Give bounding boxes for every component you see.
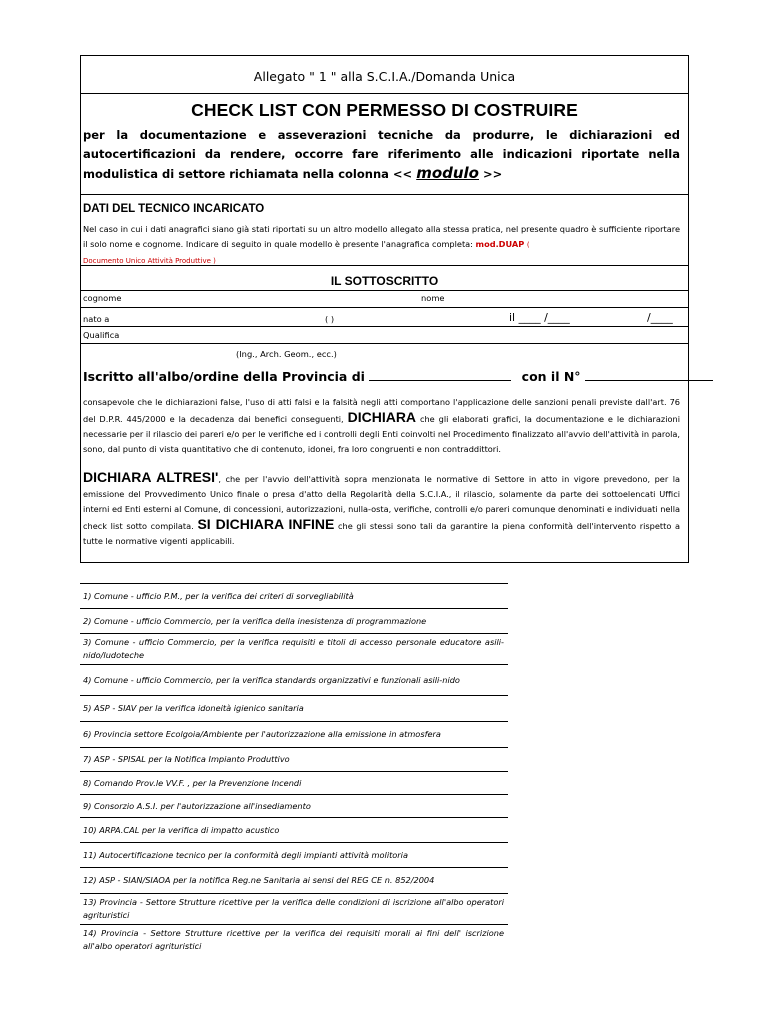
list-item[interactable]: 8) Comando Prov.le VV.F. , per la Prevenzione Incendi: [80, 771, 508, 794]
declaration-frame: [80, 55, 689, 563]
nato-a-field[interactable]: [81, 326, 688, 327]
list-item[interactable]: 6) Provincia settore Ecolgoia/Ambiente per l'autorizzazione alla emissione in atmosfera: [80, 721, 508, 747]
list-item[interactable]: 2) Comune - ufficio Commercio, per la verifica della inesistenza di programmazione: [80, 608, 508, 633]
divider: [81, 194, 688, 195]
list-item[interactable]: 5) ASP - SIAV per la verifica idoneità igienico sanitaria: [80, 695, 508, 721]
tecnico-heading: DATI DEL TECNICO INCARICATO: [83, 203, 265, 215]
nato-a-label: nato a: [83, 314, 110, 324]
tecnico-note: Nel caso in cui i dati anagrafici siano già stati riportati su un altro modello allegato alla stessa pratica, nel presente quadro è sufficiente riportare il solo nome e cognome. Indicare di seguito in quale modello è presente l'anagrafica completa: mod.DUAP ( Documento Unico Attività Produttive ): [83, 224, 680, 265]
divider: [81, 290, 688, 291]
cognome-field[interactable]: [81, 307, 688, 308]
list-item[interactable]: 4) Comune - ufficio Commercio, per la verifica standards organizzativi e funzionali asili-nido: [80, 664, 508, 695]
dichiara-keyword: DICHIARA: [347, 409, 417, 425]
list-item[interactable]: 9) Consorzio A.S.I. per l'autorizzazione all'insediamento: [80, 794, 508, 817]
provincia-albo-field[interactable]: [369, 370, 511, 381]
qualifica-hint: (Ing., Arch. Geom., ecc.): [236, 349, 337, 359]
birth-date-field[interactable]: il ____ /____: [509, 311, 570, 324]
page-title: CHECK LIST CON PERMESSO DI COSTRUIRE: [191, 100, 578, 120]
infine-keyword: SI DICHIARA INFINE: [197, 516, 335, 532]
annex-label: Allegato " 1 " alla S.C.I.A./Domanda Unica: [253, 69, 516, 84]
dichiara-paragraph: consapevole che le dichiarazioni false, l'uso di atti falsi e la falsità negli atti comportano l'applicazione delle sanzioni penali previste dall'art. 76 del D.P.R. 445/2000 e la decadenza dai benefici conseguenti, DICHIARA che gli elaborati grafici, la documentazione e le dichiarazioni necessarie per il rilascio dei pareri e/o per le verifiche ed i controlli degli Enti coinvolti nel Procedimento finalizzato all'avvio dell'attività in parola, sono, dal punto di vista quantitativo che di contenuto, idonei, fra loro congruenti e non contraddittori.: [83, 397, 680, 454]
list-item[interactable]: 10) ARPA.CAL per la verifica di impatto acustico: [80, 817, 508, 842]
checklist: [80, 583, 508, 955]
numero-iscrizione-field[interactable]: [585, 370, 713, 381]
province-field[interactable]: ( ): [325, 314, 335, 324]
modulo-keyword: modulo: [416, 164, 479, 182]
altresi-paragraph: DICHIARA ALTRESI', che per l'avvio dell'attività sopra menzionata le normative di Settore in atto in vigore prevedono, per la emissione del Provvedimento Unico finale o presa d'atto della Regolarità della S.C.I.A., il rilascio, solamente da parte dei sottoelencati Uffici interni ed Enti esterni al Comune, di concessioni, autorizzazioni, nulla-osta, verifiche, controlli e/o pareri comunque denominati e individuati nella check list sotto compilata. SI DICHIARA INFINE che gli stessi sono tali da garantire la piena conformità dell'intervento rispetto a tutte le normative vigenti applicabili.: [83, 469, 681, 546]
list-item[interactable]: 3) Comune - ufficio Commercio, per la verifica requisiti e titoli di accesso personale educatore asili-nido/ludoteche: [80, 633, 508, 664]
list-item[interactable]: 12) ASP - SIAN/SIAOA per la notifica Reg.ne Sanitaria ai sensi del REG CE n. 852/2004: [80, 867, 508, 893]
nome-label: nome: [421, 293, 445, 303]
intro-text: per la documentazione e asseverazioni tecniche da produrre, le dichiarazioni ed autocertificazioni da rendere, occorre fare riferimento alle indicazioni riportate nella modulistica di settore richiamata nella colonna << modulo >>: [83, 128, 680, 182]
sottoscritto-heading: IL SOTTOSCRITTO: [330, 274, 439, 288]
altresi-keyword: DICHIARA ALTRESI': [83, 469, 219, 485]
divider: [81, 265, 688, 266]
list-item[interactable]: 11) Autocertificazione tecnico per la conformità degli impianti attività molitoria: [80, 842, 508, 867]
list-item[interactable]: 14) Provincia - Settore Strutture ricettive per la verifica dei requisiti morali ai fini dell' iscrizione all'albo operatori agrituristici: [80, 924, 508, 955]
birth-year-field[interactable]: /____: [647, 311, 673, 324]
divider: [81, 93, 688, 94]
list-item[interactable]: 13) Provincia - Settore Strutture ricettive per la verifica delle condizioni di iscrizione all'albo operatori agrituristici: [80, 893, 508, 924]
list-item[interactable]: 1) Comune - ufficio P.M., per la verifica dei criteri di sorvegliabilità: [80, 583, 508, 608]
qualifica-field[interactable]: [81, 343, 688, 344]
iscritto-label: Iscritto all'albo/ordine della Provincia di con il N°: [83, 369, 713, 384]
cognome-label: cognome: [83, 293, 122, 303]
list-item[interactable]: 7) ASP - SPISAL per la Notifica Impianto Produttivo: [80, 747, 508, 771]
qualifica-label: Qualifica: [83, 330, 120, 340]
